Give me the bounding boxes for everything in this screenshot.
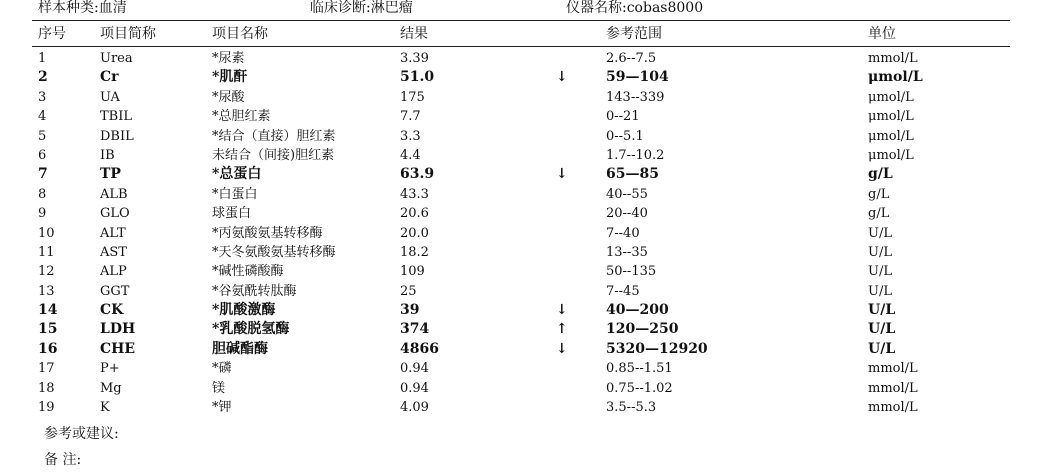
item-name: 未结合（间接)胆红素 bbox=[212, 147, 335, 163]
report-header bbox=[0, 0, 1042, 18]
instrument-name: 仪器名称:cobas8000 bbox=[566, 0, 704, 16]
reference-range: 2.6--7.5 bbox=[606, 51, 657, 66]
table-row bbox=[0, 398, 1042, 417]
item-abbr: P+ bbox=[100, 361, 120, 377]
top-rule bbox=[32, 20, 1010, 21]
table-row bbox=[0, 262, 1042, 281]
abnormal-flag: ↓ bbox=[556, 340, 568, 357]
col-header-result: 结果 bbox=[400, 26, 428, 42]
reference-range: 7--40 bbox=[606, 225, 640, 241]
item-name: *白蛋白 bbox=[212, 186, 258, 202]
col-header-abbr: 项目简称 bbox=[100, 26, 156, 42]
item-abbr: Urea bbox=[100, 51, 133, 66]
reference-range: 0--5.1 bbox=[606, 128, 644, 144]
row-number: 17 bbox=[38, 361, 55, 377]
item-result: 20.6 bbox=[400, 206, 429, 222]
table-row bbox=[0, 340, 1042, 359]
results-table bbox=[0, 49, 1042, 417]
table-header bbox=[0, 25, 1042, 45]
item-result: 4866 bbox=[400, 340, 439, 357]
item-unit: U/L bbox=[868, 264, 892, 280]
item-abbr: Cr bbox=[100, 69, 119, 86]
table-row bbox=[0, 146, 1042, 165]
reference-range: 3.5--5.3 bbox=[606, 400, 657, 416]
item-unit: U/L bbox=[868, 340, 896, 357]
row-number: 19 bbox=[38, 400, 55, 416]
item-result: 7.7 bbox=[400, 109, 421, 125]
reference-range: 5320—12920 bbox=[606, 340, 708, 357]
abnormal-flag: ↓ bbox=[556, 302, 568, 319]
item-result: 4.09 bbox=[400, 400, 429, 416]
item-abbr: K bbox=[100, 400, 110, 416]
reference-range: 143--339 bbox=[606, 89, 665, 105]
item-name: *碱性磷酸酶 bbox=[212, 264, 284, 280]
item-result: 4.4 bbox=[400, 147, 421, 163]
item-result: 0.94 bbox=[400, 380, 429, 396]
item-unit: μmol/L bbox=[868, 69, 923, 86]
item-abbr: GLO bbox=[100, 206, 130, 222]
row-number: 12 bbox=[38, 264, 55, 280]
item-unit: mmol/L bbox=[868, 361, 918, 377]
item-name: *谷氨酰转肽酶 bbox=[212, 283, 297, 299]
table-row bbox=[0, 68, 1042, 87]
item-result: 109 bbox=[400, 264, 425, 280]
item-unit: g/L bbox=[868, 186, 890, 202]
row-number: 10 bbox=[38, 225, 55, 241]
item-result: 0.94 bbox=[400, 361, 429, 377]
table-row bbox=[0, 282, 1042, 301]
row-number: 18 bbox=[38, 380, 55, 396]
item-result: 374 bbox=[400, 321, 430, 338]
item-result: 39 bbox=[400, 302, 420, 319]
item-result: 51.0 bbox=[400, 69, 435, 86]
item-unit: mmol/L bbox=[868, 400, 918, 416]
item-name: *肌酐 bbox=[212, 69, 248, 86]
col-header-no: 序号 bbox=[38, 26, 66, 42]
row-number: 8 bbox=[38, 186, 47, 202]
item-name: *尿素 bbox=[212, 51, 245, 66]
reference-range: 59—104 bbox=[606, 69, 669, 86]
item-name: 胆碱酯酶 bbox=[212, 340, 268, 357]
item-result: 25 bbox=[400, 283, 417, 299]
reference-range: 120—250 bbox=[606, 321, 679, 338]
row-number: 14 bbox=[38, 302, 58, 319]
item-abbr: ALP bbox=[100, 264, 127, 280]
table-row bbox=[0, 224, 1042, 243]
table-row bbox=[0, 320, 1042, 339]
item-name: *尿酸 bbox=[212, 89, 245, 105]
item-abbr: TP bbox=[100, 166, 121, 183]
item-name: 镁 bbox=[212, 380, 226, 396]
item-unit: U/L bbox=[868, 244, 892, 260]
table-row bbox=[0, 88, 1042, 107]
reference-range: 20--40 bbox=[606, 206, 648, 222]
item-abbr: ALT bbox=[100, 225, 126, 241]
reference-range: 0.75--1.02 bbox=[606, 380, 673, 396]
item-unit: g/L bbox=[868, 166, 893, 183]
table-row bbox=[0, 204, 1042, 223]
item-abbr: UA bbox=[100, 89, 120, 105]
table-row bbox=[0, 359, 1042, 378]
table-row bbox=[0, 127, 1042, 146]
item-name: *总胆红素 bbox=[212, 109, 271, 125]
reference-range: 40—200 bbox=[606, 302, 669, 319]
remarks-label: 备 注: bbox=[44, 452, 82, 468]
sample-type: 样本种类:血清 bbox=[38, 0, 127, 16]
item-abbr: IB bbox=[100, 147, 115, 163]
table-row bbox=[0, 243, 1042, 262]
item-unit: U/L bbox=[868, 283, 892, 299]
item-unit: μmol/L bbox=[868, 147, 914, 163]
reference-range: 65—85 bbox=[606, 166, 659, 183]
header-rule bbox=[32, 46, 1010, 47]
reference-range: 0.85--1.51 bbox=[606, 361, 673, 377]
item-result: 43.3 bbox=[400, 186, 429, 202]
item-result: 18.2 bbox=[400, 244, 429, 260]
item-unit: g/L bbox=[868, 206, 890, 222]
item-unit: U/L bbox=[868, 321, 896, 338]
item-unit: U/L bbox=[868, 302, 896, 319]
row-number: 3 bbox=[38, 89, 47, 105]
row-number: 7 bbox=[38, 166, 48, 183]
table-row bbox=[0, 107, 1042, 126]
item-result: 3.39 bbox=[400, 51, 429, 66]
item-result: 3.3 bbox=[400, 128, 421, 144]
item-unit: μmol/L bbox=[868, 109, 914, 125]
item-name: *磷 bbox=[212, 361, 232, 377]
item-name: 球蛋白 bbox=[212, 206, 252, 222]
table-row bbox=[0, 165, 1042, 184]
reference-range: 7--45 bbox=[606, 283, 640, 299]
item-abbr: CHE bbox=[100, 340, 136, 357]
item-abbr: ALB bbox=[100, 186, 128, 202]
row-number: 6 bbox=[38, 147, 47, 163]
item-name: *丙氨酸氨基转移酶 bbox=[212, 225, 323, 241]
item-name: *总蛋白 bbox=[212, 166, 262, 183]
item-name: *结合（直接）胆红素 bbox=[212, 128, 336, 144]
clinical-diagnosis: 临床诊断:淋巴瘤 bbox=[310, 0, 413, 16]
item-result: 20.0 bbox=[400, 225, 429, 241]
reference-range: 50--135 bbox=[606, 264, 657, 280]
item-abbr: TBIL bbox=[100, 109, 132, 125]
reference-range: 1.7--10.2 bbox=[606, 147, 665, 163]
item-name: *钾 bbox=[212, 400, 232, 416]
reference-range: 40--55 bbox=[606, 186, 648, 202]
item-unit: mmol/L bbox=[868, 51, 918, 66]
abnormal-flag: ↓ bbox=[556, 69, 568, 86]
col-header-name: 项目名称 bbox=[212, 26, 268, 42]
item-unit: mmol/L bbox=[868, 380, 918, 396]
row-number: 13 bbox=[38, 283, 55, 299]
table-row bbox=[0, 379, 1042, 398]
row-number: 15 bbox=[38, 321, 58, 338]
item-name: *天冬氨酸氨基转移酶 bbox=[212, 244, 336, 260]
reference-range: 13--35 bbox=[606, 244, 648, 260]
table-row bbox=[0, 185, 1042, 204]
row-number: 5 bbox=[38, 128, 47, 144]
row-number: 4 bbox=[38, 109, 47, 125]
item-abbr: DBIL bbox=[100, 128, 134, 144]
item-unit: μmol/L bbox=[868, 128, 914, 144]
abnormal-flag: ↑ bbox=[556, 321, 568, 338]
item-abbr: LDH bbox=[100, 321, 136, 338]
item-abbr: GGT bbox=[100, 283, 130, 299]
col-header-unit: 单位 bbox=[868, 26, 896, 42]
item-result: 63.9 bbox=[400, 166, 435, 183]
row-number: 2 bbox=[38, 69, 48, 86]
item-name: *肌酸激酶 bbox=[212, 302, 276, 319]
item-unit: μmol/L bbox=[868, 89, 914, 105]
item-abbr: AST bbox=[100, 244, 127, 260]
item-abbr: Mg bbox=[100, 380, 122, 396]
advice-label: 参考或建议: bbox=[44, 426, 119, 442]
col-header-reference: 参考范围 bbox=[606, 26, 662, 42]
item-name: *乳酸脱氢酶 bbox=[212, 321, 290, 338]
row-number: 11 bbox=[38, 244, 55, 260]
table-row bbox=[0, 49, 1042, 68]
item-abbr: CK bbox=[100, 302, 124, 319]
table-row bbox=[0, 301, 1042, 320]
reference-range: 0--21 bbox=[606, 109, 640, 125]
abnormal-flag: ↓ bbox=[556, 166, 568, 183]
item-result: 175 bbox=[400, 89, 425, 105]
item-unit: U/L bbox=[868, 225, 892, 241]
row-number: 16 bbox=[38, 340, 58, 357]
row-number: 1 bbox=[38, 51, 47, 66]
row-number: 9 bbox=[38, 206, 47, 222]
